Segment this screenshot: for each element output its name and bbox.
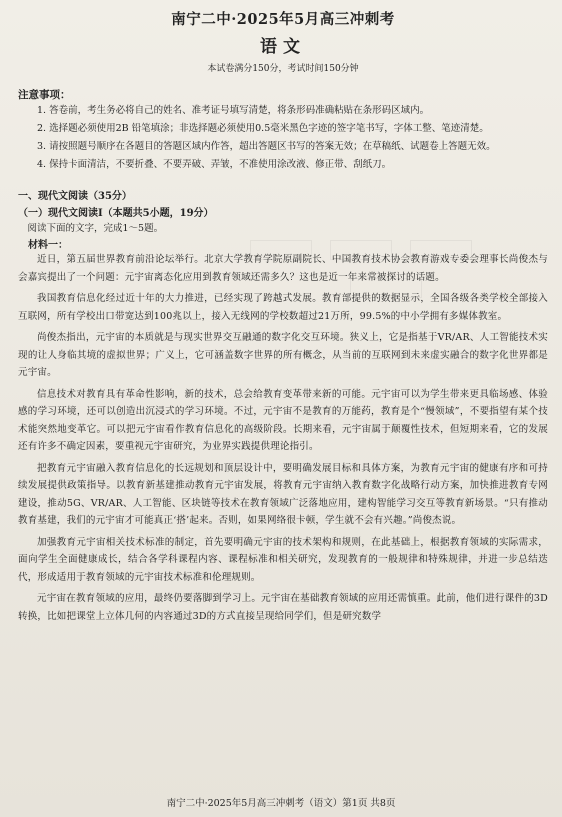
exam-meta: 本试卷满分150分，考试时间150分钟 [207,64,359,74]
page-footer: 南宁二中·2025年5月高三冲刺考（语文）第1页 共8页 [166,798,396,809]
notice-item: 1. 答卷前，考生务必将自己的姓名、准考证号填写清楚，将条形码准确粘贴在条形码区域内。 [37,105,430,116]
section-heading: 一、现代文阅读（35分） [18,191,132,202]
article-paragraph: 近日，第五届世界教育前沿论坛举行。北京大学教育学院原副院长、中国教育技术协会教育游戏专委会理事长尚俊杰与会嘉宾提出了一个问题：元宇宙离态化应用到教育领域还需多久？这也是近一年来常被探讨的话题。 [18,254,548,283]
notice-item: 2. 选择题必须使用2B 铅笔填涂；非选择题必须使用0.5毫米黑色字迹的签字笔书写，字体工整、笔迹清楚。 [37,123,489,134]
notice-item: 4. 保持卡面清洁，不要折叠、不要弄破、弄皱，不准使用涂改液、修正带、刮纸刀。 [37,159,392,170]
subsection-heading: （一）现代文阅读Ⅰ（本题共5小题，19分） [18,208,214,219]
article-paragraph: 我国教育信息化经过近十年的大力推进，已经实现了跨越式发展。教育部提供的数据显示，全国各级各类学校全部接入互联网，所有学校出口带宽达到100兆以上，接入无线网的学校数超过21万所，99.5%的中小学拥有多媒体教室。 [18,293,548,322]
exam-title: 南宁二中·2025年5月高三冲刺考 [171,11,395,28]
article-paragraph: 加强教育元宇宙相关技术标准的制定，首先要明确元宇宙的技术架构和规则，在此基础上，根据教育领域的实际需求，面向学生全面健康成长，结合各学科课程内容、课程标准和相关研究，发现教育的一般规律和特殊规律，并进一步总结迭代，形成适用于教育领域的元宇宙技术标准和伦理规则。 [18,536,548,583]
article-paragraph: 信息技术对教育具有革命性影响，新的技术，总会给教育变革带来新的可能。元宇宙可以为学生带来更具临场感、体验感的学习环境，还可以创造出沉浸式的学习环境。不过，元宇宙不是教育的万能药，教育是个“慢领域”，不要指望有某个技术能突然地变革它。可以把元宇宙看作教育信息化的高级阶段。长期来看，元宇宙属于颠覆性技术，但短期来看，它的发展还有许多不确定因素，要重视元宇宙研究，为业界实践提供理论指引。 [18,388,548,452]
show-through-diagram [250,230,480,300]
article-paragraph: 把教育元宇宙融入教育信息化的长远规划和顶层设计中，要明确发展目标和具体方案，为教育元宇宙的健康有序和可持续发展提供政策指导。以教育新基建推动教育元宇宙发展，将教育元宇宙纳入教育数字化战略行动方案，加快推进教育专网建设，推动5G、VR/AR、人工智能、区块链等技术在教育领域广泛落地应用，建构智能学习交互等教育新场景。“只有推动教育基建，我们的元宇宙才可能真正‘搭’起来。否则，如果网络很卡顿，学生就不会有兴趣。”尚俊杰说。 [18,462,548,526]
article-paragraph: 元宇宙在教育领域的应用，最终仍要落脚到学习上。元宇宙在基础教育领域的应用还需慎重。此前，他们进行课件的3D转换，比如把课堂上立体几何的内容通过3D的方式直接呈现给同学们，但是研究数学 [18,593,548,622]
material-label: 材料一： [28,240,68,251]
notice-heading: 注意事项： [18,89,71,101]
article-paragraph: 尚俊杰指出，元宇宙的本质就是与现实世界交互融通的数字化交互环境。狭义上，它是指基于VR/AR、人工智能技术实现的让人身临其境的虚拟世界；广义上，它可涵盖数字世界的所有概念，从当前的互联网到未来虚实融合的数字化世界都是元宇宙。 [18,332,548,378]
subject-title: 语文 [260,37,306,57]
reading-instruction: 阅读下面的文字，完成1～5题。 [27,223,164,234]
notice-item: 3. 请按照题号顺序在各题目的答题区域内作答，超出答题区书写的答案无效；在草稿纸、试题卷上答题无效。 [37,141,496,152]
